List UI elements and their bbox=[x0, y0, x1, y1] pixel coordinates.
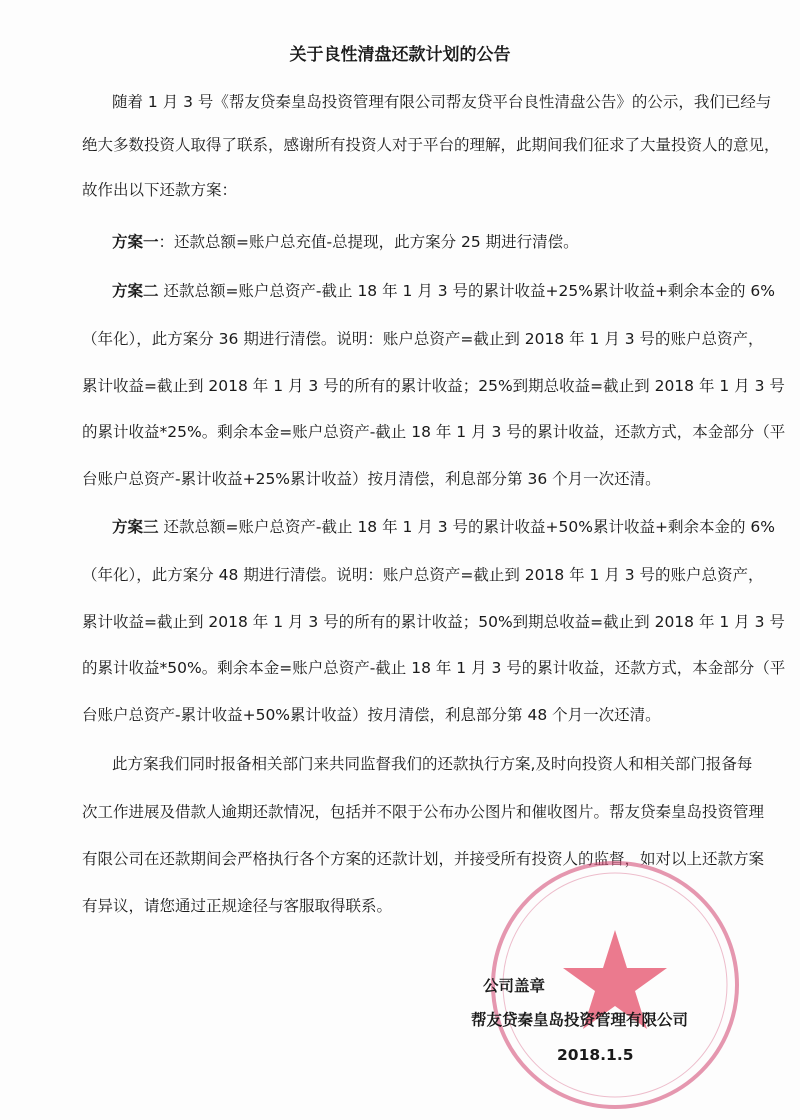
signature-date: 2018.1.5 bbox=[557, 1046, 634, 1064]
text-line: （年化），此方案分 36 期进行清偿。说明：账户总资产=截止到 2018 年 1 月 3 号的账户总资产， bbox=[82, 330, 764, 348]
plan-label: 方案一 bbox=[112, 233, 159, 251]
text-line: 累计收益=截止到 2018 年 1 月 3 号的所有的累计收益；50%到期总收益=截止到 2018 年 1 月 3 号 bbox=[82, 613, 785, 631]
text-line: 有限公司在还款期间会严格执行各个方案的还款计划，并接受所有投资人的监督，如对以上还款方案 bbox=[82, 850, 765, 868]
text-line: 的累计收益*50%。剩余本金=账户总资产-截止 18 年 1 月 3 号的累计收益，还款方式，本金部分（平 bbox=[82, 659, 786, 677]
text-line: 此方案我们同时报备相关部门来共同监督我们的还款执行方案,及时向投资人和相关部门报备每 bbox=[112, 755, 753, 773]
company-name: 帮友贷秦皇岛投资管理有限公司 bbox=[471, 1011, 689, 1029]
plan-label: 方案三 bbox=[112, 518, 159, 536]
text-line: 累计收益=截止到 2018 年 1 月 3 号的所有的累计收益；25%到期总收益=截止到 2018 年 1 月 3 号 bbox=[82, 377, 785, 395]
text-segment: 还款总额=账户总资产-截止 18 年 1 月 3 号的累计收益+50%累计收益+剩余本金的 6% bbox=[158, 518, 775, 536]
text-line: （年化），此方案分 48 期进行清偿。说明：账户总资产=截止到 2018 年 1 月 3 号的账户总资产， bbox=[82, 566, 764, 584]
text-line: 的累计收益*25%。剩余本金=账户总资产-截止 18 年 1 月 3 号的累计收益，还款方式，本金部分（平 bbox=[82, 423, 786, 441]
text-line: 随着 1 月 3 号《帮友贷秦皇岛投资管理有限公司帮友贷平台良性清盘公告》的公示，我们已经与 bbox=[112, 93, 772, 111]
plan-label: 方案二 bbox=[112, 282, 159, 300]
text-segment: 还款总额=账户总资产-截止 18 年 1 月 3 号的累计收益+25%累计收益+剩余本金的 6% bbox=[158, 282, 775, 300]
text-line: 次工作进展及借款人逾期还款情况，包括并不限于公布办公图片和催收图片。帮友贷秦皇岛投资管理 bbox=[82, 803, 765, 821]
text-line: 绝大多数投资人取得了联系，感谢所有投资人对于平台的理解，此期间我们征求了大量投资人的意见， bbox=[82, 136, 780, 154]
text-line: 故作出以下还款方案： bbox=[82, 181, 238, 199]
seal-label: 公司盖章 bbox=[483, 977, 546, 995]
text-line bbox=[112, 517, 775, 537]
page-title: 关于良性清盘还款计划的公告 bbox=[289, 45, 511, 65]
text-line: 有异议，请您通过正规途径与客服取得联系。 bbox=[82, 897, 393, 915]
text-segment: ：还款总额=账户总充值-总提现，此方案分 25 期进行清偿。 bbox=[158, 233, 579, 251]
text-line: 台账户总资产-累计收益+50%累计收益）按月清偿，利息部分第 48 个月一次还清。 bbox=[82, 706, 661, 724]
text-line bbox=[112, 281, 775, 301]
text-line: 台账户总资产-累计收益+25%累计收益）按月清偿，利息部分第 36 个月一次还清。 bbox=[82, 470, 661, 488]
text-line bbox=[112, 232, 579, 252]
